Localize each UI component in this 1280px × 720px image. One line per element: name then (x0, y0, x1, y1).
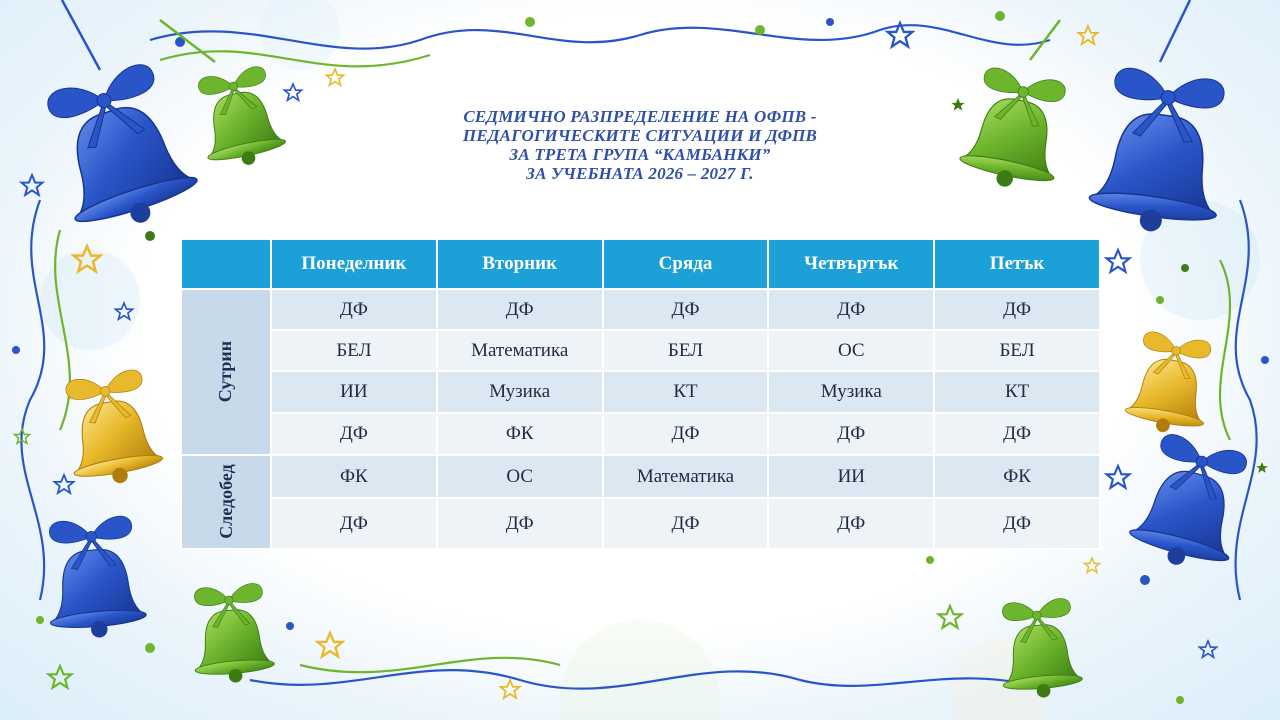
table-cell: ДФ (603, 289, 769, 330)
table-cell: ДФ (934, 498, 1100, 549)
title-line-3: ЗА ТРЕТА ГРУПА “КАМБАНКИ” (509, 145, 771, 164)
table-cell: ФК (437, 413, 603, 455)
table-cell: ДФ (437, 289, 603, 330)
session-morning (181, 289, 271, 455)
table-cell: ИИ (271, 371, 437, 413)
session-morning-label: Сутрин (215, 340, 236, 403)
table-cell: ДФ (437, 498, 603, 549)
table-cell: БЕЛ (603, 330, 769, 371)
table-cell: ФК (934, 455, 1100, 498)
table-cell: ДФ (271, 413, 437, 455)
table-cell: ДФ (934, 289, 1100, 330)
table-header-row (181, 239, 1100, 289)
table-cell: Музика (768, 371, 934, 413)
table-cell: ДФ (603, 413, 769, 455)
table-cell: Математика (437, 330, 603, 371)
session-afternoon (181, 455, 271, 549)
table-cell: ОС (437, 455, 603, 498)
table-row (181, 330, 1100, 371)
table-cell: БЕЛ (271, 330, 437, 371)
title-line-1: СЕДМИЧНО РАЗПРЕДЕЛЕНИЕ НА ОФПВ - (463, 107, 817, 126)
schedule-table (180, 238, 1101, 550)
table-row (181, 455, 1100, 498)
table-cell: ДФ (768, 498, 934, 549)
session-afternoon-label: Следобед (215, 464, 236, 539)
table-cell: ДФ (768, 289, 934, 330)
title-line-4: ЗА УЧЕБНАТА 2026 – 2027 Г. (526, 164, 754, 183)
table-cell: ИИ (768, 455, 934, 498)
table-row (181, 498, 1100, 549)
table-cell: ДФ (934, 413, 1100, 455)
title-line-2: ПЕДАГОГИЧЕСКИТЕ СИТУАЦИИ И ДФПВ (462, 126, 818, 145)
day-header-thursday: Четвъртък (768, 239, 934, 289)
table-cell: КТ (603, 371, 769, 413)
table-row (181, 289, 1100, 330)
table-cell: Музика (437, 371, 603, 413)
table-cell: КТ (934, 371, 1100, 413)
day-header-friday: Петък (934, 239, 1100, 289)
table-cell: БЕЛ (934, 330, 1100, 371)
table-cell: ОС (768, 330, 934, 371)
day-header-wednesday: Сряда (603, 239, 769, 289)
table-cell: ДФ (271, 289, 437, 330)
table-row (181, 413, 1100, 455)
table-cell: ДФ (603, 498, 769, 549)
corner-header-cell (181, 239, 271, 289)
page-title (370, 107, 910, 183)
table-cell: Математика (603, 455, 769, 498)
table-cell: ФК (271, 455, 437, 498)
table-cell: ДФ (271, 498, 437, 549)
day-header-tuesday: Вторник (437, 239, 603, 289)
day-header-monday: Понеделник (271, 239, 437, 289)
table-row (181, 371, 1100, 413)
table-cell: ДФ (768, 413, 934, 455)
